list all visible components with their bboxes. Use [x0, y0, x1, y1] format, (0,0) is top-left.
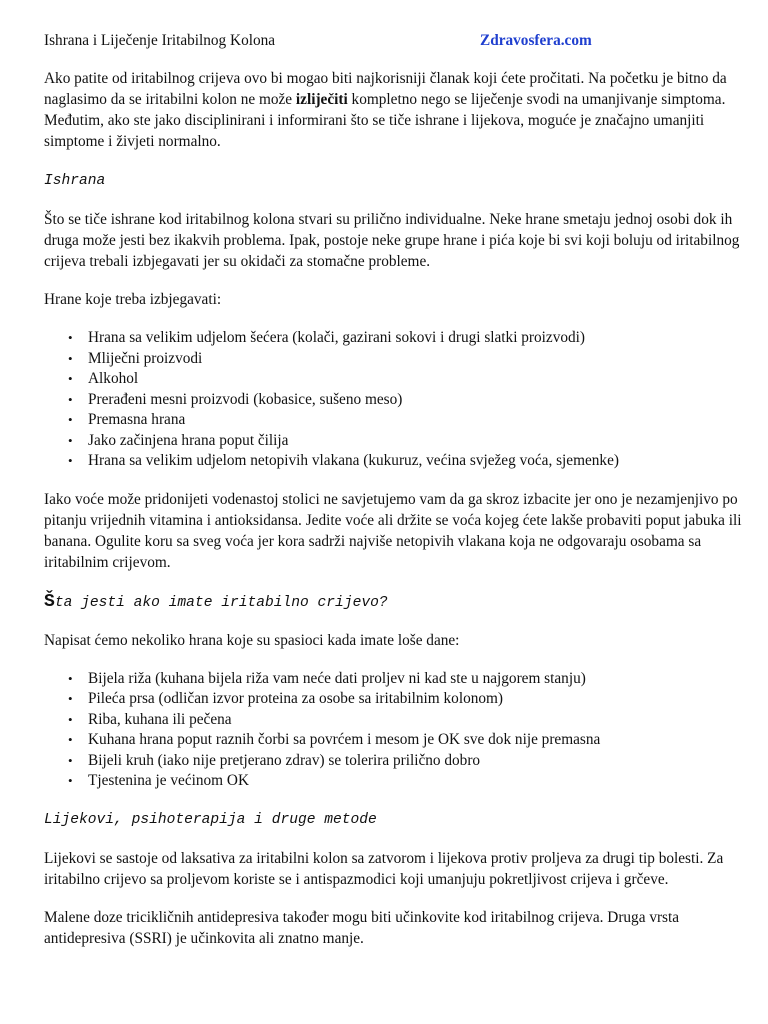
list-item: • Mliječni proizvodi: [88, 348, 744, 369]
list-item: • Kuhana hrana poput raznih čorbi sa povrćem i mesom je OK sve dok nije premasna: [88, 729, 744, 750]
list-item: • Tjestenina je većinom OK: [88, 770, 744, 791]
heading-initial: Š: [44, 591, 55, 612]
list-item: • Hrana sa velikim udjelom netopivih vlakana (kukuruz, većina svježeg voća, sjemenke): [88, 450, 744, 471]
list-item: • Jako začinjena hrana poput čilija: [88, 430, 744, 451]
intro-bold-word: izliječiti: [295, 91, 348, 108]
list-item: • Riba, kuhana ili pečena: [88, 709, 744, 730]
document-header: [44, 30, 744, 51]
list-item: • Bijeli kruh (iako nije pretjerano zdrav) se tolerira prilično dobro: [88, 750, 744, 771]
safe-foods-list: [44, 668, 744, 791]
list-item: • Hrana sa velikim udjelom šećera (kolači, gazirani sokovi i drugi slatki proizvodi): [88, 327, 744, 348]
fruit-paragraph: Iako voće može pridonijeti vodenastoj stolici ne savjetujemo vam da ga skroz izbacite jer ono je nezamjenjivo po pitanju vrijednih vitamina i antioksidansa. Jedite voće ali držite se voća kojeg ćete lakše probaviti poput jabuka ili banana. Ogulite koru sa sveg voća jer kora sadrži najviše netopivih vlakana koja ne odgovaraju osobama sa iritabilnim crijevom.: [44, 490, 742, 571]
list-item: • Bijela riža (kuhana bijela riža vam neće dati proljev ni kad ste u najgorem stanju): [88, 668, 744, 689]
antidepressant-paragraph: Malene doze tricikličnih antidepresiva također mogu biti učinkovite kod iritabilnog crijeva. Druga vrsta antidepresiva (SSRI) je učinkovita ali znatno manje.: [44, 908, 680, 947]
avoid-foods-list: [44, 327, 744, 471]
list-item: • Prerađeni mesni proizvodi (kobasice, sušeno meso): [88, 389, 744, 410]
section-heading-ishrana: Ishrana: [44, 173, 106, 189]
document-page: [44, 30, 744, 949]
intro-paragraph: [44, 68, 744, 152]
intro-text-after: kompletno nego se liječenje svodi na umanjivanje simptoma. Međutim, ako ste jako disciplinirani i informirani što se tiče ishrane i lijekova, moguće je značajno umanjiti simptome i živjeti normalno.: [44, 91, 726, 150]
list-item: • Premasna hrana: [88, 409, 744, 430]
document-title: Ishrana i Liječenje Iritabilnog Kolona: [44, 32, 276, 49]
section-heading-lijekovi: Lijekovi, psihoterapija i druge metode: [44, 811, 377, 828]
ishrana-paragraph: Što se tiče ishrane kod iritabilnog kolona stvari su prilično individualne. Neke hrane smetaju jednoj osobi dok ih druga može jesti bez ikakvih problema. Ipak, postoje neke grupe hrane i pića koje bi svi koji boluju od iritabilnog crijeva trebali izbjegavati jer su okidači za stomačne probleme.: [44, 211, 740, 270]
medication-paragraph: Lijekovi se sastoje od laksativa za iritabilni kolon sa zatvorom i lijekova protiv proljeva za drugi tip bolesti. Za iritabilno crijevo sa proljevom koriste se i antispazmodici koji umanjuju pokretljivost crijeva i grčeve.: [44, 849, 724, 888]
intro-text-before: Ako patite od iritabilnog crijeva ovo bi mogao biti najkorisniji članak koji ćete pročitati. Na početku je bitno da naglasimo da se iritabilni kolon ne može: [44, 70, 727, 108]
safe-foods-intro: Napisat ćemo nekoliko hrana koje su spasioci kada imate loše dane:: [44, 631, 460, 649]
site-link[interactable]: Zdravosfera.com: [480, 32, 592, 49]
section-heading-sta-jesti: [44, 592, 744, 613]
list-item: • Alkohol: [88, 368, 744, 389]
avoid-foods-label: Hrane koje treba izbjegavati:: [44, 291, 222, 308]
list-item: • Pileća prsa (odličan izvor proteina za osobe sa iritabilnim kolonom): [88, 688, 744, 709]
heading-rest: ta jesti ako imate iritabilno crijevo?: [54, 594, 388, 611]
